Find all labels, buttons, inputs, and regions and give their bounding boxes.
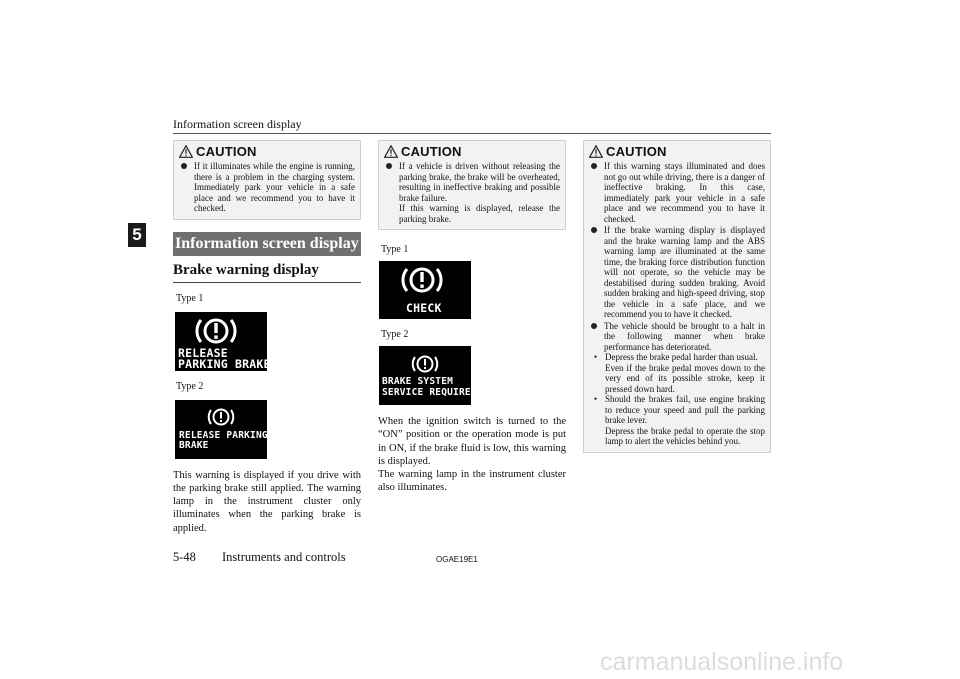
sub-item-text: Depress the brake pedal harder than usual. <box>605 352 758 362</box>
caution-title: CAUTION <box>401 143 462 159</box>
subsection-title: Brake warning display <box>173 260 361 283</box>
caution-text: If a vehicle is driven without releasing the parking brake, the brake will be overheated, resulting in ineffective braking and possible brake failure. <box>399 161 560 203</box>
document-code: OGAE19E1 <box>436 555 478 564</box>
caution-title: CAUTION <box>606 143 667 159</box>
sub-item-extra: Even if the brake pedal moves down to the very end of its possible stroke, keep it pressed down hard. <box>605 362 765 394</box>
caution-item <box>589 161 765 224</box>
type2-label: Type 2 <box>176 380 204 392</box>
caution-item <box>589 321 765 353</box>
caution-text: If this warning stays illuminated and does not go out while driving, there is a danger of ineffective braking. In this case, immediately park your vehicle in a safe place and we recommend you to have it checked. <box>604 161 765 224</box>
sub-list-item <box>589 394 765 447</box>
caution-item <box>179 161 355 214</box>
bullet-icon <box>591 323 597 329</box>
caution-item <box>384 161 560 224</box>
caution-header <box>384 143 560 159</box>
bullet-icon <box>386 163 392 169</box>
display-text: RELEASE PARKING BRAKE <box>179 429 268 451</box>
warning-triangle-icon <box>384 145 398 158</box>
caution-text: The vehicle should be brought to a halt in the following manner when brake performance has deteriorated. <box>604 320 765 352</box>
caution-text: If it illuminates while the engine is running, there is a problem in the charging system. Immediately park your vehicle in a safe place and we recommend you to have it checked. <box>194 161 355 213</box>
bullet-icon <box>591 227 597 233</box>
page-number: 5-48 <box>173 550 196 564</box>
caution-item <box>589 225 765 320</box>
column-middle <box>378 140 566 495</box>
caution-title: CAUTION <box>196 143 257 159</box>
footer-section-title: Instruments and controls <box>222 550 346 564</box>
type2-label: Type 2 <box>381 329 409 340</box>
display-text: RELEASE PARKING BRAKE <box>178 345 271 371</box>
column-right <box>583 140 771 453</box>
bullet-icon <box>591 163 597 169</box>
sub-bullet-icon: • <box>594 394 598 404</box>
header-rule <box>173 133 771 134</box>
type1-label: Type 1 <box>381 244 409 255</box>
sub-list-item <box>589 352 765 394</box>
caution-header <box>179 143 355 159</box>
type1-label: Type 1 <box>176 292 204 304</box>
caution-box-2 <box>378 140 566 230</box>
warning-triangle-icon <box>179 145 193 158</box>
warning-triangle-icon <box>589 145 603 158</box>
display-release-parking-brake-type2 <box>175 400 267 459</box>
caution-box-1 <box>173 140 361 220</box>
sub-item-extra: Depress the brake pedal to operate the stop lamp to alert the vehicles behind you. <box>605 425 765 446</box>
bullet-icon <box>181 163 187 169</box>
column-left <box>173 140 361 535</box>
chapter-tab: 5 <box>128 223 146 247</box>
sub-bullet-icon: • <box>594 352 598 362</box>
display-text: BRAKE SYSTEM SERVICE REQUIRED <box>382 376 477 398</box>
display-text: CHECK <box>406 301 442 315</box>
body-paragraph: When the ignition switch is turned to the “ON” position or the operation mode is put in ON, if the brake fluid is low, this warning is displayed. <box>378 416 566 467</box>
body-paragraph: This warning is displayed if you drive with the parking brake still applied. The warning lamp in the instrument cluster only illuminates when the parking brake is applied. <box>173 469 361 534</box>
caution-text: If the brake warning display is displayed and the brake warning lamp and the ABS warning lamp are illuminated at the same time, the braking force distribution function will not operate, so the vehicle may be destabilised during sudden braking. Avoid sudden braking and high-speed driving, stop the vehicle in a safe place, and we recommend you to have it checked. <box>604 225 765 319</box>
display-check-type1 <box>379 261 471 319</box>
caution-box-3 <box>583 140 771 453</box>
caution-text: If this warning is displayed, release the parking brake. <box>399 203 560 224</box>
display-release-parking-brake-type1 <box>175 312 271 371</box>
running-head: Information screen display <box>173 117 302 131</box>
watermark: carmanualsonline.info <box>600 648 844 676</box>
section-title: Information screen display <box>173 232 361 256</box>
body-paragraph: The warning lamp in the instrument cluster also illuminates. <box>378 469 566 494</box>
sub-item-text: Should the brakes fail, use engine braking to reduce your speed and pull the parking brake lever. <box>605 394 765 425</box>
caution-header <box>589 143 765 159</box>
display-brake-system-type2 <box>379 346 477 405</box>
